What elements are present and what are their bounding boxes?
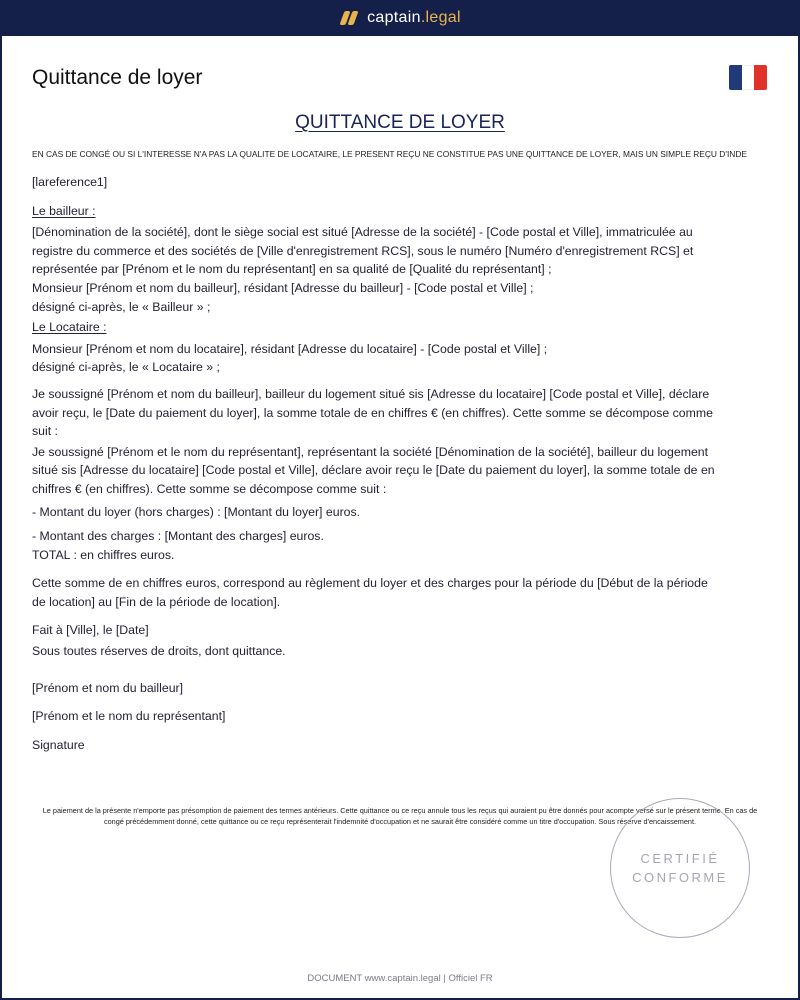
stamp-line-2: CONFORME <box>632 870 728 885</box>
page-footer: DOCUMENT www.captain.legal | Officiel FR <box>307 973 493 984</box>
brand-name <box>367 9 461 27</box>
reference: [lareference1] <box>32 175 108 189</box>
locataire-label: Le Locataire : <box>32 320 107 335</box>
receipt-heading-text: QUITTANCE DE LOYER <box>295 112 505 133</box>
document-page <box>2 36 798 998</box>
bailleur-designation: désigné ci-après, le « Bailleur » ; <box>32 299 211 314</box>
brand-name-part1: captain <box>367 9 421 26</box>
signatory-representant: [Prénom et le nom du représentant] <box>32 709 226 724</box>
certified-stamp <box>610 798 750 938</box>
locataire-designation: désigné ci-après, le « Locataire » ; <box>32 360 220 375</box>
signatory-bailleur: [Prénom et nom du bailleur] <box>32 680 184 695</box>
period-text: Cette somme de en chiffres euros, correspond au règlement du loyer et des charges pour la période du [Début de la période de location] au [Fin de la période de location]. <box>32 576 708 609</box>
legal-notice: EN CAS DE CONGÉ OU SI L'INTERESSE N'A PAS LA QUALITE DE LOCATAIRE, LE PRESENT REÇU NE CONSTITUE PAS UNE QUITTANCE DE LOYER, MAIS UN SIMPLE REÇU D'INDE <box>32 149 747 159</box>
signature-label: Signature <box>32 737 85 752</box>
top-bar <box>0 0 800 36</box>
bailleur-company: [Dénomination de la société], dont le siège social est situé [Adresse de la société] - [Code postal et Ville], immatriculée au registre du commerce et des sociétés de [Ville d'enregistrement RCS], sous le numéro [Numéro d'enregistrement RCS] et représentée par [Prénom et le nom du représentant] en sa qualité de [Qualité du représentant] ; <box>32 225 694 277</box>
captain-legal-logo-icon <box>339 9 359 27</box>
bailleur-label: Le bailleur : <box>32 203 96 218</box>
declaration-bailleur: Je soussigné [Prénom et nom du bailleur], bailleur du logement situé sis [Adresse du locataire] [Code postal et Ville], déclare avoir reçu, le [Date du paiement du loyer], la somme totale de en chiffres € (en chiffres). Cette somme se décompose comme suit : <box>32 386 713 439</box>
reserves-text: Sous toutes réserves de droits, dont quittance. <box>32 644 286 659</box>
total-line: TOTAL : en chiffres euros. <box>32 547 175 562</box>
receipt-heading <box>2 112 798 134</box>
charges-amount-line: - Montant des charges : [Montant des charges] euros. <box>32 529 324 544</box>
locataire-person: Monsieur [Prénom et nom du locataire], résidant [Adresse du locataire] - [Code postal et Ville] ; <box>32 341 548 356</box>
france-flag-icon <box>729 65 767 90</box>
bailleur-person: Monsieur [Prénom et nom du bailleur], résidant [Adresse du bailleur] - [Code postal et Ville] ; <box>32 280 534 295</box>
declaration-representant: Je soussigné [Prénom et le nom du représentant], représentant la société [Dénomination de la société], bailleur du logement situé sis [Adresse du locataire] [Code postal et Ville], déclare avoir reçu le [Date du paiement du loyer], la somme totale de en chiffres € (en chiffres). Cette somme se décompose comme suit : <box>32 444 715 496</box>
rent-amount-line: - Montant du loyer (hors charges) : [Montant du loyer] euros. <box>32 504 361 519</box>
stamp-line-1: CERTIFIÉ <box>640 851 720 866</box>
place-date: Fait à [Ville], le [Date] <box>32 623 149 638</box>
legal-footnote: Le paiement de la présente n'emporte pas présomption de paiement des termes antérieurs. Cette quittance ou ce reçu annule tous les reçus qui auraient pu être donnés pour acompte versé sur le présent terme. En cas de congé précédemment donné, cette quittance ou ce reçu représenterait l'indemnité d'occupation et ne saurait être considéré comme un titre d'occupation. Sous réserve d'encaissement. <box>42 806 758 826</box>
document-title: Quittance de loyer <box>32 66 203 89</box>
document-body <box>32 173 722 754</box>
brand-name-part2: .legal <box>420 9 461 26</box>
